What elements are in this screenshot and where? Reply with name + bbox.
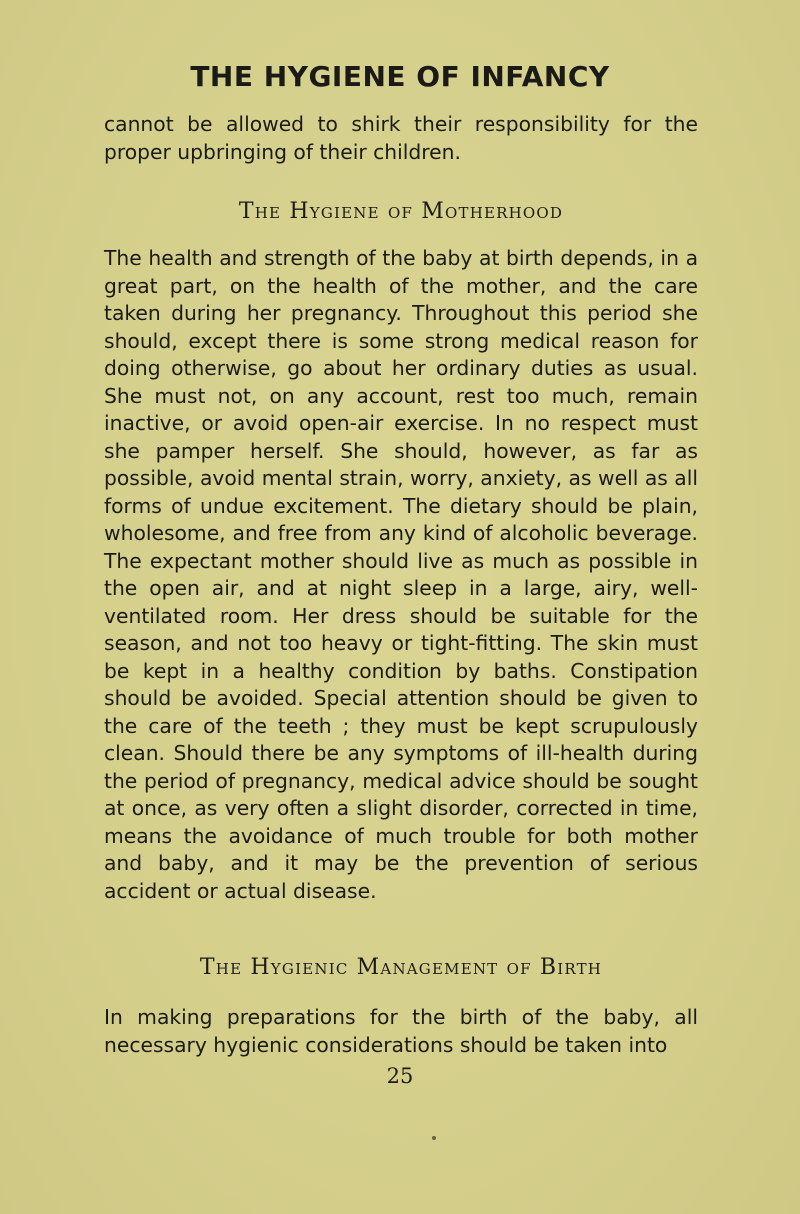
section-heading-birth: The Hygienic Management of Birth: [199, 955, 603, 980]
intro-paragraph: cannot be allowed to shirk their responsibility for the proper upbringing of their children.: [104, 112, 698, 164]
section-heading-motherhood: The Hygiene of Motherhood: [238, 199, 564, 224]
motherhood-paragraph: The health and strength of the baby at birth depends, in a great part, on the health of the mother, and the care taken during her pregnancy. Throughout this period she should, except there is some strong medical reason for doing otherwise, go about her ordinary duties as usual. She must not, on any account, rest too much, remain inactive, or avoid open-air exercise. In no respect must she pamper herself. She should, however, as far as possible, avoid mental strain, worry, anxiety, as well as all forms of undue excitement. The dietary should be plain, wholesome, and free from any kind of alcoholic beverage. The expectant mother should live as much as possible in the open air, and at night sleep in a large, airy, well-ventilated room. Her dress should be suitable for the season, and not too heavy or tight-fitting. The skin must be kept in a healthy condition by baths. Constipation should be avoided. Special attention should be given to the care of the teeth ; they must be kept scrupulously clean. Should there be any symptoms of ill-health during the period of pregnancy, medical advice should be sought at once, as very often a slight disorder, corrected in time, means the avoidance of much trouble for both mother and baby, and it may be the prevention of serious accident or actual disease.: [104, 246, 698, 903]
birth-paragraph: In making preparations for the birth of the baby, all necessary hygienic considerations should be taken into: [104, 1005, 698, 1057]
page-number: 25: [386, 1064, 414, 1088]
paper-speck: [432, 1136, 436, 1140]
running-head: THE HYGIENE OF INFANCY: [190, 60, 610, 93]
